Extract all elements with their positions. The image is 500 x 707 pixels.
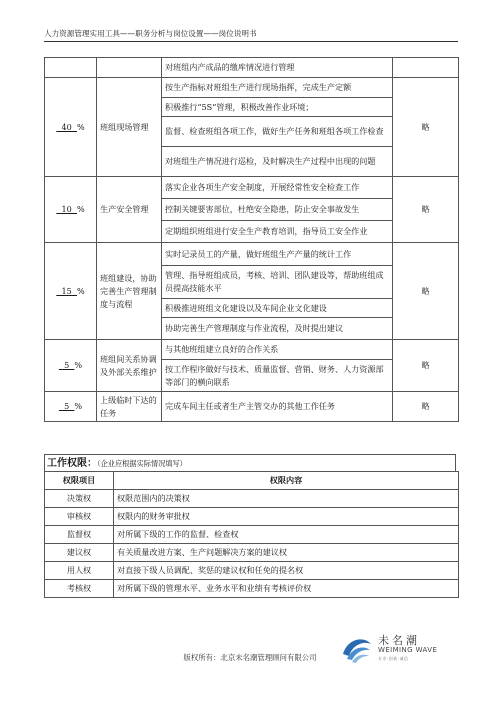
duty-row <box>45 243 459 266</box>
authority-table <box>44 471 459 598</box>
authority-heading <box>44 454 456 471</box>
authority-row <box>45 526 459 544</box>
duty-area <box>97 58 162 78</box>
duty-area: 生产安全管理 <box>97 177 162 243</box>
percent-sign: % <box>76 121 85 132</box>
duty-performance: 略 <box>393 78 459 177</box>
percent-value: 40 <box>56 121 77 132</box>
percent-value: 5 <box>58 360 75 370</box>
authority-row <box>45 580 459 598</box>
percent-value: 5 <box>58 401 75 411</box>
duty-item: 管理、指导班组成员，考核、培训、团队建设等，帮助班组成员提高技能水平 <box>162 266 393 299</box>
percent-sign: % <box>76 285 85 296</box>
logo-chinese-name: 未名潮 <box>378 634 420 647</box>
authority-content: 对所属下级的工作的监督、检查权 <box>114 526 459 544</box>
authority-item: 用人权 <box>45 562 114 580</box>
authority-row <box>45 562 459 580</box>
duty-item: 完成车间主任或者生产主管交办的其他工作任务 <box>162 392 393 422</box>
authority-item: 考核权 <box>45 580 114 598</box>
authority-item: 决策权 <box>45 490 114 508</box>
duty-row <box>45 177 459 199</box>
duty-performance: 略 <box>393 340 459 392</box>
duty-percent <box>45 58 97 78</box>
duty-performance: 略 <box>393 177 459 243</box>
authority-content: 对直接下级人员调配、奖惩的建议权和任免的提名权 <box>114 562 459 580</box>
authority-content: 权限范围内的决策权 <box>114 490 459 508</box>
percent-value: 15 <box>56 285 77 296</box>
duty-item: 落实企业各项生产安全制度，开展经常性安全检查工作 <box>162 177 393 199</box>
duty-item: 积极推进班组文化建设以及车间企业文化建设 <box>162 299 393 318</box>
duty-percent <box>45 392 97 422</box>
duty-row <box>45 392 459 422</box>
duty-percent <box>45 177 97 243</box>
duty-item: 控制关键要害部位，杜绝安全隐患，防止安全事故发生 <box>162 199 393 221</box>
duty-table <box>44 57 459 422</box>
duty-percent <box>45 340 97 392</box>
duty-item: 对班组生产情况进行巡检，及时解决生产过程中出现的问题 <box>162 147 393 177</box>
logo-english-name: WEIMING WAVE <box>378 646 438 654</box>
duty-item: 对班组内产成品的缴库情况进行管理 <box>162 58 393 78</box>
duty-percent <box>45 243 97 340</box>
duty-row <box>45 78 459 98</box>
duty-row <box>45 58 459 78</box>
authority-content: 有关质量改进方案、生产问题解决方案的建议权 <box>114 544 459 562</box>
authority-note: （企业应根据实际情况填写） <box>97 459 187 468</box>
duty-area: 班组现场管理 <box>97 78 162 177</box>
percent-sign: % <box>76 204 85 214</box>
duty-item: 按工作程序做好与技术、质量监督、营销、财务、人力资源部等部门的横向联系 <box>162 360 393 392</box>
duty-performance: 略 <box>393 243 459 340</box>
duty-item: 监督、检查班组各项工作，做好生产任务和班组各项工作检查 <box>162 117 393 147</box>
duty-area: 上级临时下达的任务 <box>97 392 162 422</box>
duty-item: 实时记录员工的产量，做好班组生产产量的统计工作 <box>162 243 393 266</box>
authority-item: 监督权 <box>45 526 114 544</box>
duty-item: 协助完善生产管理制度与作业流程，及时提出建议 <box>162 318 393 340</box>
duty-item: 积极推行“5S”管理，积极改善作业环境； <box>162 98 393 117</box>
duty-item: 与其他班组建立良好的合作关系 <box>162 340 393 360</box>
duty-area: 班组建设，协助完善生产管理制度与流程 <box>97 243 162 340</box>
duty-area: 班组间关系协调及外部关系维护 <box>97 340 162 392</box>
authority-row <box>45 544 459 562</box>
percent-value: 10 <box>56 204 77 214</box>
duty-percent <box>45 78 97 177</box>
col-header-content: 权限内容 <box>114 472 459 490</box>
percent-sign: % <box>74 360 83 370</box>
duty-performance: 略 <box>393 392 459 422</box>
copyright-footer: 版权所有：北京未名潮管理顾问有限公司 <box>183 653 317 662</box>
authority-row <box>45 508 459 526</box>
authority-item: 建议权 <box>45 544 114 562</box>
duty-row <box>45 340 459 360</box>
logo-slogan: 专业·创新·诚信 <box>378 656 409 661</box>
duty-item: 定期组织班组进行安全生产教育培训，指导员工安全作业 <box>162 221 393 243</box>
col-header-item: 权限项目 <box>45 472 114 490</box>
authority-content: 对所属下级的管理水平、业务水平和业绩有考核评价权 <box>114 580 459 598</box>
authority-row <box>45 490 459 508</box>
duty-item: 按生产指标对班组生产进行现场指挥，完成生产定额 <box>162 78 393 98</box>
authority-header-row <box>45 472 459 490</box>
percent-sign: % <box>74 401 83 411</box>
authority-content: 权限内的财务审批权 <box>114 508 459 526</box>
authority-title: 工作权限： <box>47 458 97 469</box>
page-header: 人力资源管理实用工具——职务分析与岗位设置——岗位说明书 <box>44 28 458 42</box>
authority-item: 审核权 <box>45 508 114 526</box>
duty-performance <box>393 58 459 78</box>
